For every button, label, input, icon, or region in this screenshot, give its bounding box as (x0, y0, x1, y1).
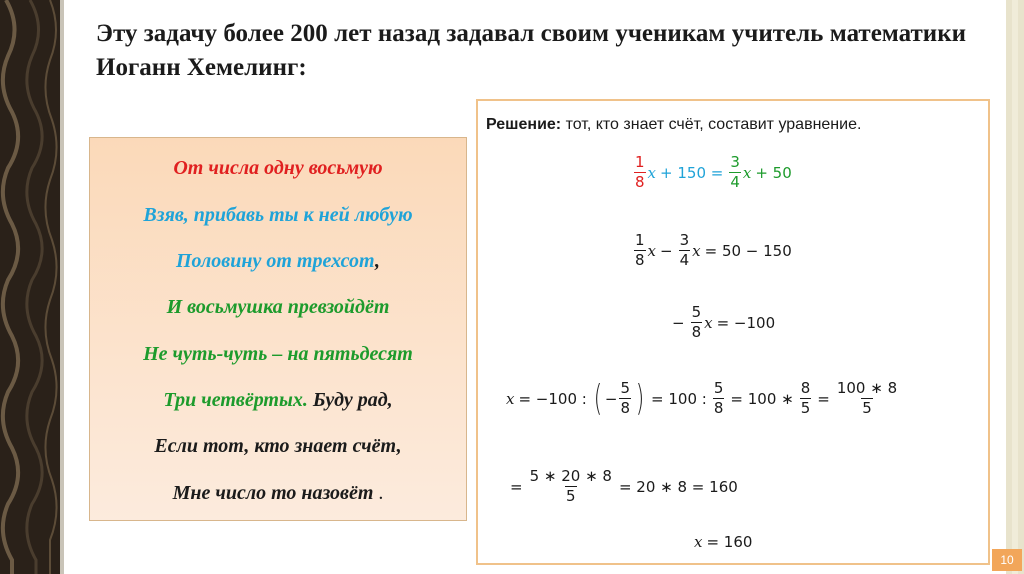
eq1-num-b: 3 (730, 153, 740, 171)
eq3-den: 8 (691, 323, 702, 341)
eq2-fraction-3-4 (679, 231, 691, 270)
eq4-equals: = (817, 389, 830, 408)
eq5-den: 5 (566, 487, 576, 505)
poem-line-2 (90, 204, 466, 227)
eq4-var-x: x (506, 389, 515, 408)
decorative-right-strip (1006, 0, 1024, 574)
eq4-den-2: 8 (713, 399, 724, 417)
eq4-num-2: 5 (713, 379, 724, 397)
eq2-minus: − (660, 241, 673, 260)
slide-title: Эту задачу более 200 лет назад задавал своим ученикам учитель математики Иоганн Хемелинг: (96, 20, 966, 81)
eq4-den-1: 8 (620, 399, 630, 417)
eq5-equals: = (510, 477, 523, 496)
poem-line-6-suffix: Буду рад, (307, 389, 393, 411)
eq4-num-1: 5 (620, 379, 630, 397)
eq3-minus: − (672, 313, 685, 332)
solution-box (476, 99, 990, 565)
poem-line-8-text: Мне число то назовёт (172, 482, 374, 504)
eq2-den-b: 4 (679, 251, 690, 269)
eq2-den-a: 8 (635, 251, 645, 269)
eq2-rhs: = 50 − 150 (704, 241, 792, 260)
eq3-fraction-5-8 (691, 303, 703, 342)
equation-6 (694, 533, 756, 551)
eq1-den-a: 8 (635, 173, 645, 191)
equation-2 (632, 231, 796, 270)
poem-line-1 (90, 157, 466, 180)
equation-4 (506, 379, 900, 418)
eq4-fraction-5-8-a (619, 379, 631, 418)
eq4-open-paren: ( (593, 377, 603, 419)
eq4-mid-2: = 100 ∗ (730, 389, 794, 408)
poem-line-4-text: И восьмушка превзойдёт (166, 296, 390, 318)
poem-box (89, 137, 467, 521)
eq5-rhs: = 20 ∗ 8 = 160 (618, 477, 738, 496)
eq2-fraction-1-8 (634, 231, 646, 270)
solution-label: Решение: (486, 116, 562, 133)
eq1-var-x-1: x (647, 163, 657, 182)
poem-line-3 (90, 250, 466, 273)
poem-line-8-suffix: . (373, 482, 384, 504)
eq4-mid-1: = 100 : (651, 389, 707, 408)
poem-line-7-text: Если тот, кто знает счёт, (154, 435, 402, 457)
eq4-num-3: 8 (800, 379, 811, 397)
poem-line-6-text: Три четвёртых. (163, 389, 308, 411)
poem-line-4 (90, 296, 466, 319)
eq1-plus-150: + 150 = (660, 163, 724, 182)
eq1-fraction-1-8 (634, 153, 646, 192)
equation-1 (632, 153, 796, 192)
page-number-badge: 10 (992, 549, 1022, 571)
eq3-rhs: = −100 (716, 313, 776, 332)
eq4-den-4: 5 (862, 399, 872, 417)
eq4-close-paren: ) (635, 377, 645, 419)
equation-3 (668, 303, 779, 342)
eq4-fraction-5-8-b (713, 379, 725, 418)
decorative-left-border (0, 0, 60, 574)
eq3-var-x: x (704, 313, 713, 332)
eq1-var-x-2: x (742, 163, 752, 182)
eq5-num: 5 ∗ 20 ∗ 8 (529, 467, 612, 485)
poem-line-7 (90, 435, 466, 458)
poem-line-2-text: Взяв, прибавь ты к ней любую (143, 204, 413, 226)
eq5-fraction (529, 467, 613, 506)
right-strip-inner (1012, 0, 1018, 574)
eq2-var-x-2: x (692, 241, 701, 260)
eq2-var-x-1: x (647, 241, 657, 260)
poem-line-6 (90, 389, 466, 412)
eq3-num: 5 (691, 303, 702, 321)
poem-line-5-text: Не чуть-чуть – на пятьдесят (143, 343, 413, 365)
eq1-plus-50: + 50 (755, 163, 792, 182)
poem-line-8 (90, 482, 466, 505)
poem-line-3-text: Половину от трехсот (175, 250, 376, 272)
poem-line-1-text: От числа одну восьмую (173, 157, 383, 179)
eq2-num-a: 1 (635, 231, 645, 249)
wavy-pattern-decoration (0, 0, 60, 574)
eq4-den-3: 5 (800, 399, 811, 417)
equation-5 (506, 467, 742, 506)
eq4-fraction-8-5 (800, 379, 812, 418)
eq4-neg-sign: − (604, 389, 618, 408)
eq2-num-b: 3 (679, 231, 690, 249)
eq1-fraction-3-4 (729, 153, 741, 192)
solution-heading (486, 116, 861, 134)
eq1-den-b: 4 (730, 173, 740, 191)
left-border-edge (60, 0, 64, 574)
poem-line-5 (90, 343, 466, 366)
eq4-fraction-800-5 (836, 379, 898, 418)
eq4-num-4: 100 ∗ 8 (836, 379, 898, 397)
eq4-lhs: = −100 : (518, 389, 587, 408)
poem-line-3-suffix: , (375, 250, 381, 272)
solution-text: тот, кто знает счёт, составит уравнение. (561, 116, 862, 133)
eq1-num-a: 1 (635, 153, 645, 171)
eq6-var-x: x (694, 533, 703, 551)
eq6-rhs: = 160 (706, 533, 753, 551)
